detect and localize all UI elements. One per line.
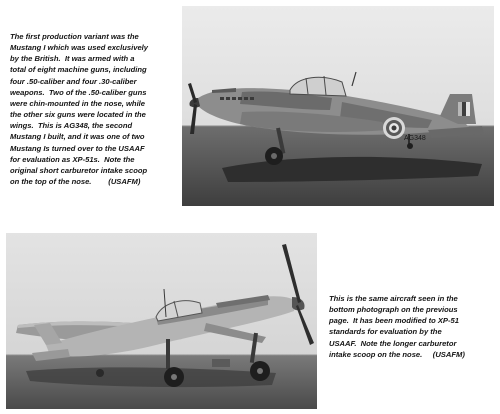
bottom-photo-xp-51 (6, 233, 317, 409)
top-caption-line: four .50-caliber and four .30-caliber (10, 76, 137, 86)
bottom-caption-line: page. It has been modified to XP-51 (329, 316, 459, 326)
top-caption-line: Mustang I built, and it was one of two (10, 132, 145, 142)
bottom-caption (329, 293, 493, 360)
mustang-i-photo-graphic (182, 6, 494, 206)
top-photo-mustang-i (182, 6, 494, 206)
bottom-caption-line: USAAF. Note the longer carburetor (329, 338, 457, 348)
top-caption-line: by the British. It was armed with a (10, 54, 135, 64)
top-caption-line: weapons. Two of the .50-caliber guns (10, 87, 147, 97)
top-caption-line: total of eight machine guns, including (10, 65, 147, 75)
bottom-caption-line: This is the same aircraft seen in the (329, 294, 458, 303)
top-caption-line: Mustang Is turned over to the USAAF (10, 143, 145, 153)
top-caption-line: for evaluation as XP-51s. Note the (10, 154, 135, 164)
top-caption-line: wings. This is AG348, the second (10, 121, 133, 131)
bottom-caption-line: standards for evaluation by the (329, 327, 442, 337)
bottom-caption-line: intake scoop on the nose. (USAFM) (329, 349, 465, 359)
top-caption-line: Mustang I which was used exclusively (10, 43, 149, 53)
serial-marking: AG348 (404, 135, 426, 142)
top-caption-line: the other six guns were located in the (10, 110, 146, 120)
xp-51-photo-graphic (6, 233, 317, 409)
bottom-caption-line: bottom photograph on the previous (329, 305, 458, 315)
top-caption (10, 31, 173, 187)
top-caption-line: The first production variant was the (10, 32, 139, 41)
top-caption-line: original short carburetor intake scoop (10, 165, 148, 175)
top-caption-line: on the top of the nose. (USAFM) (10, 177, 141, 187)
top-caption-line: were chin-mounted in the nose, while (10, 98, 146, 108)
